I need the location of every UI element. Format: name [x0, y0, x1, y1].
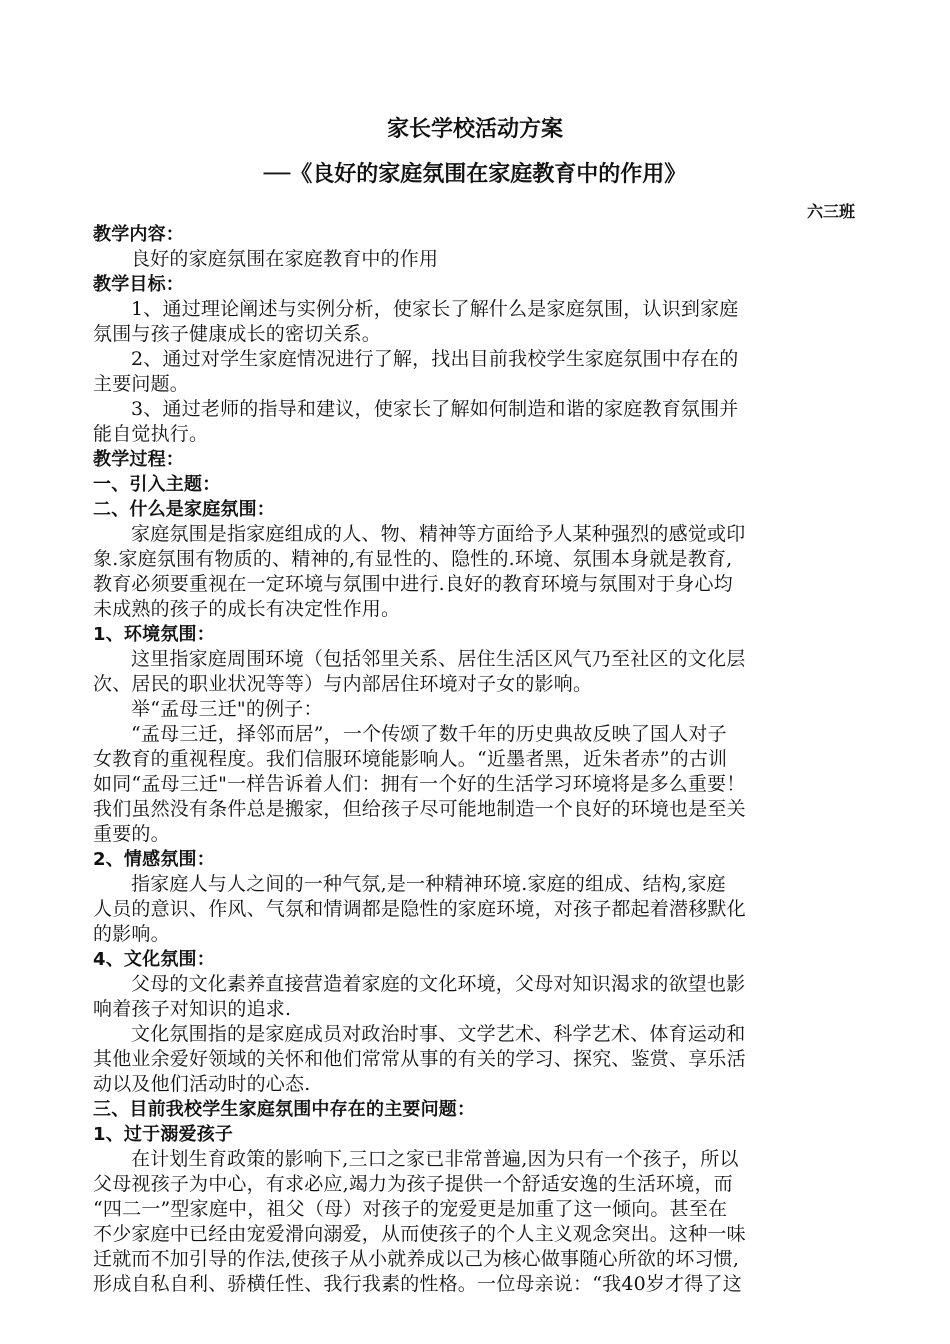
section-heading: 1、过于溺爱孩子 [93, 1124, 234, 1145]
paragraph-line: 父母视孩子为中心，有求必应,竭力为孩子提供一个舒适安逸的生活环境，而 [93, 1173, 733, 1195]
section-heading: 1、环境氛围： [93, 624, 215, 645]
paragraph-line: 家庭氛围是指家庭组成的人、物、精神等方面给予人某种强烈的感觉或印 [131, 523, 746, 545]
paragraph-line: 次、居民的职业状况等等）与内部居住环境对子女的影响。 [93, 673, 593, 695]
paragraph-line: 3、通过老师的指导和建议，使家长了解如何制造和谐的家庭教育氛围并 [131, 398, 739, 420]
paragraph-line: “孟母三迁，择邻而居”，一个传颂了数千年的历史典故反映了国人对子 [131, 723, 727, 745]
paragraph-line: 我们虽然没有条件总是搬家，但给孩子尽可能地制造一个良好的环境也是至关 [93, 798, 746, 820]
class-label: 六三班 [806, 202, 855, 221]
paragraph-line: 如同“孟母三迁"一样告诉着人们：拥有一个好的生活学习环境将是多么重要！ [93, 773, 746, 795]
paragraph-line: 响着孩子对知识的追求. [93, 998, 292, 1020]
paragraph-line: 良好的家庭氛围在家庭教育中的作用 [131, 248, 439, 270]
paragraph-line: 在计划生育政策的影响下,三口之家已非常普遍,因为只有一个孩子，所以 [131, 1148, 739, 1170]
document-title: 家长学校活动方案 [386, 117, 563, 142]
section-heading: 三、目前我校学生家庭氛围中存在的主要问题： [93, 1099, 476, 1120]
paragraph-line: 形成自私自利、骄横任性、我行我素的性格。一位母亲说：“我40岁才得了这 [93, 1273, 742, 1295]
paragraph-line: 氛围与孩子健康成长的密切关系。 [93, 323, 382, 345]
section-heading: 4、文化氛围： [93, 949, 215, 970]
paragraph-line: “四二一”型家庭中，祖父（母）对孩子的宠爱更是加重了这一倾向。甚至在 [93, 1198, 728, 1220]
section-heading: 二、什么是家庭氛围： [93, 499, 275, 520]
paragraph-line: 指家庭人与人之间的一种气氛,是一种精神环境.家庭的组成、结构,家庭 [131, 873, 726, 895]
paragraph-line: 2、通过对学生家庭情况进行了解，找出目前我校学生家庭氛围中存在的 [131, 348, 739, 370]
paragraph-line: 这里指家庭周围环境（包括邻里关系、居住生活区风气乃至社区的文化层 [131, 648, 746, 670]
section-heading: 教学过程： [93, 449, 184, 470]
section-heading: 教学目标： [93, 274, 184, 295]
paragraph-line: 其他业余爱好领域的关怀和他们常常从事的有关的学习、探究、鉴赏、享乐活 [93, 1048, 746, 1070]
paragraph-line: 能自觉执行。 [93, 423, 209, 445]
document-subtitle: ──《良好的家庭氛围在家庭教育中的作用》 [263, 162, 687, 187]
paragraph-line: 教育必须要重视在一定环境与氛围中进行.良好的教育环境与氛围对于身心均 [93, 573, 733, 595]
paragraph-line: 不少家庭中已经由宠爱滑向溺爱，从而使孩子的个人主义观念突出。这种一味 [93, 1223, 746, 1245]
paragraph-line: 迁就而不加引导的作法,使孩子从小就养成以己为核心做事随心所欲的坏习惯, [93, 1248, 740, 1270]
paragraph-line: 象.家庭氛围有物质的、精神的,有显性的、隐性的.环境、氛围本身就是教育, [93, 548, 733, 570]
paragraph-line: 举“孟母三迁"的例子： [131, 698, 323, 720]
section-heading: 2、情感氛围： [93, 849, 215, 870]
paragraph-line: 女教育的重视程度。我们信服环境能影响人。“近墨者黑，近朱者赤”的古训 [93, 748, 728, 770]
paragraph-line: 动以及他们活动时的心态. [93, 1073, 311, 1095]
paragraph-line: 未成熟的孩子的成长有决定性作用。 [93, 598, 401, 620]
paragraph-line: 的影响。 [93, 923, 170, 945]
paragraph-line: 主要问题。 [93, 373, 190, 395]
paragraph-line: 重要的。 [93, 823, 170, 845]
paragraph-line: 父母的文化素养直接营造着家庭的文化环境，父母对知识渴求的欲望也影 [131, 973, 746, 995]
paragraph-line: 1、通过理论阐述与实例分析，使家长了解什么是家庭氛围，认识到家庭 [131, 298, 739, 320]
paragraph-line: 文化氛围指的是家庭成员对政治时事、文学艺术、科学艺术、体育运动和 [131, 1023, 746, 1045]
section-heading: 一、引入主题： [93, 474, 221, 495]
section-heading: 教学内容： [93, 224, 184, 245]
document-body [93, 222, 861, 1297]
paragraph-line: 人员的意识、作风、气氛和情调都是隐性的家庭环境，对孩子都起着潜移默化 [93, 898, 746, 920]
